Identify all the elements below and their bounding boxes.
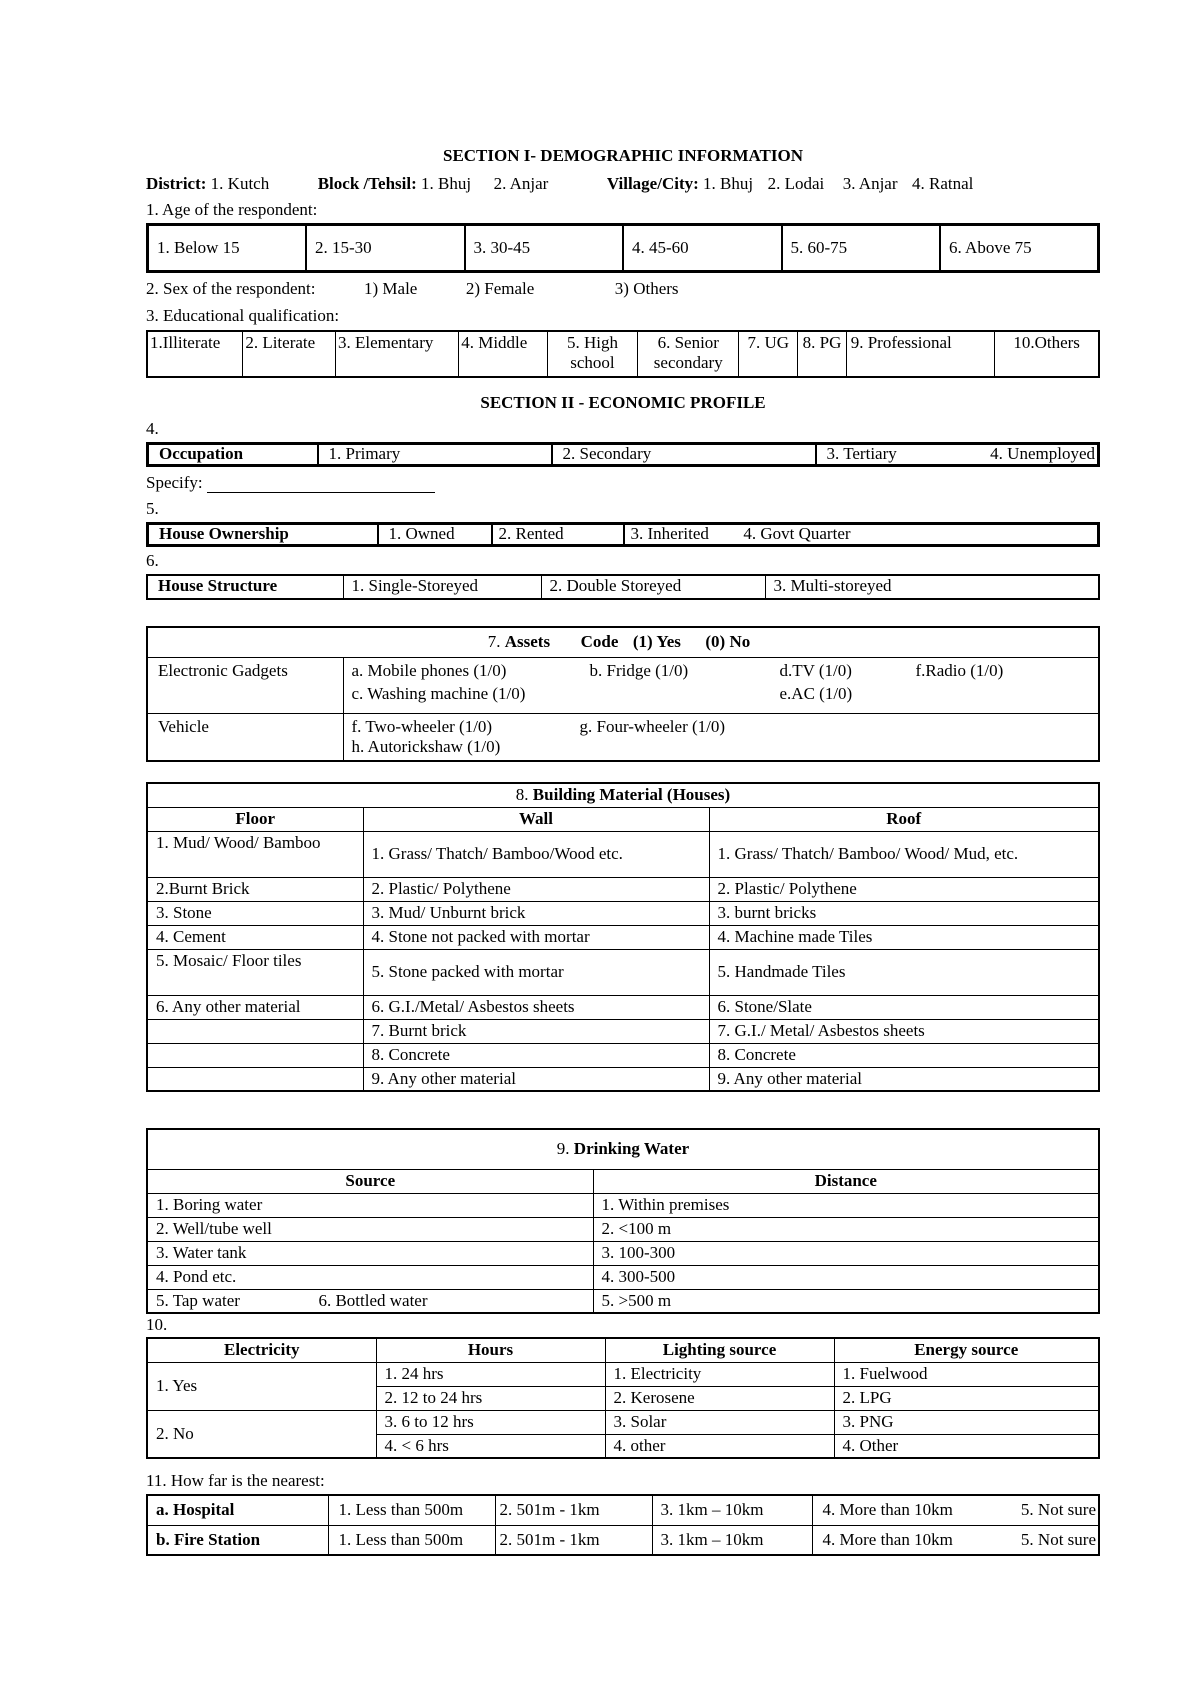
water-distance: 5. >500 m — [593, 1289, 1099, 1313]
distance-option[interactable]: 2. 501m - 1km — [495, 1495, 652, 1525]
age-option[interactable]: 3. 30-45 — [465, 225, 624, 272]
age-option[interactable]: 2. 15-30 — [306, 225, 465, 272]
ownership-option[interactable]: 3. Inherited — [630, 524, 709, 543]
material-cell — [147, 1043, 363, 1067]
asset-checkbox[interactable]: a. Mobile phones (1/0) — [351, 660, 507, 680]
village-option: 1. Bhuj — [703, 174, 754, 193]
q2-label: 2. Sex of the respondent: — [146, 279, 316, 298]
electronic-gadgets-label: Electronic Gadgets — [147, 657, 343, 713]
section1-title: SECTION I- DEMOGRAPHIC INFORMATION — [442, 146, 803, 165]
electricity-table — [146, 1337, 1100, 1459]
wall-header: Wall — [363, 807, 709, 831]
village-option: 2. Lodai — [767, 174, 825, 193]
sex-option[interactable]: 3) Others — [614, 279, 679, 298]
education-option[interactable]: 8. PG — [798, 331, 846, 377]
material-cell: 8. Concrete — [709, 1043, 1099, 1067]
lighting-option: 4. other — [605, 1434, 834, 1458]
water-source: 1. Boring water — [147, 1193, 593, 1217]
occupation-option[interactable]: 3. Tertiary — [826, 444, 897, 463]
occupation-table — [146, 442, 1100, 467]
house-ownership-table — [146, 522, 1100, 547]
facility-name: b. Fire Station — [147, 1525, 328, 1555]
distance-option[interactable]: 4. More than 10km — [822, 1529, 953, 1549]
hours-header: Hours — [376, 1338, 605, 1362]
water-distance: 4. 300-500 — [593, 1265, 1099, 1289]
education-option[interactable]: 3. Elementary — [336, 331, 459, 377]
water-distance: 3. 100-300 — [593, 1241, 1099, 1265]
q6-number: 6. — [146, 551, 159, 570]
assets-title: 7. Assets Code (1) Yes (0) No — [147, 627, 1099, 657]
electricity-option: 1. Yes — [147, 1362, 376, 1410]
material-cell: 2. Plastic/ Polythene — [709, 877, 1099, 901]
source-header: Source — [147, 1169, 593, 1193]
q3-label: 3. Educational qualification: — [146, 306, 340, 325]
education-option[interactable]: 7. UG — [739, 331, 798, 377]
water-distance: 2. <100 m — [593, 1217, 1099, 1241]
energy-option: 2. LPG — [834, 1386, 1099, 1410]
water-source: 2. Well/tube well — [147, 1217, 593, 1241]
hours-option: 2. 12 to 24 hrs — [376, 1386, 605, 1410]
building-material-title: 8. Building Material (Houses) — [147, 783, 1099, 807]
asset-checkbox[interactable]: f. Two-wheeler (1/0) — [351, 716, 493, 736]
village-option: 3. Anjar — [842, 174, 898, 193]
lighting-option: 1. Electricity — [605, 1362, 834, 1386]
district-value: 1. Kutch — [210, 174, 270, 193]
water-source: 3. Water tank — [147, 1241, 593, 1265]
assets-table — [146, 626, 1100, 762]
age-option[interactable]: 5. 60-75 — [782, 225, 941, 272]
structure-option[interactable]: 2. Double Storeyed — [541, 575, 765, 599]
material-cell: 4. Cement — [147, 925, 363, 949]
age-option[interactable]: 6. Above 75 — [940, 225, 1099, 272]
hours-option: 4. < 6 hrs — [376, 1434, 605, 1458]
material-cell: 7. G.I./ Metal/ Asbestos sheets — [709, 1019, 1099, 1043]
building-material-table — [146, 782, 1100, 1092]
material-cell — [147, 1067, 363, 1091]
asset-checkbox[interactable]: h. Autorickshaw (1/0) — [351, 736, 501, 756]
q5-number: 5. — [146, 499, 159, 518]
lighting-option: 2. Kerosene — [605, 1386, 834, 1410]
hours-option: 3. 6 to 12 hrs — [376, 1410, 605, 1434]
age-options-table — [146, 223, 1100, 273]
nearest-facility-table — [146, 1494, 1100, 1556]
electricity-header: Electricity — [147, 1338, 376, 1362]
education-option[interactable]: 10.Others — [995, 331, 1099, 377]
village-option: 4. Ratnal — [912, 174, 974, 193]
q1-label: 1. Age of the respondent: — [146, 200, 318, 219]
floor-header: Floor — [147, 807, 363, 831]
asset-checkbox[interactable]: b. Fridge (1/0) — [589, 660, 689, 680]
material-cell — [147, 1019, 363, 1043]
energy-option: 4. Other — [834, 1434, 1099, 1458]
hours-option: 1. 24 hrs — [376, 1362, 605, 1386]
location-line — [146, 174, 1100, 194]
material-cell: 5. Handmade Tiles — [709, 949, 1099, 995]
q11-label: 11. How far is the nearest: — [146, 1471, 325, 1490]
district-label: District: — [146, 174, 207, 193]
material-cell: 7. Burnt brick — [363, 1019, 709, 1043]
distance-option[interactable]: 5. Not sure — [1020, 1529, 1096, 1549]
distance-option[interactable]: 5. Not sure — [1020, 1500, 1096, 1520]
occupation-header: Occupation — [148, 444, 318, 466]
distance-option[interactable]: 3. 1km – 10km — [652, 1525, 812, 1555]
material-cell: 3. Stone — [147, 901, 363, 925]
education-option[interactable]: 5. High school — [547, 331, 638, 377]
water-distance: 1. Within premises — [593, 1193, 1099, 1217]
code-label: Code — [580, 632, 619, 652]
material-cell: 2.Burnt Brick — [147, 877, 363, 901]
structure-option[interactable]: 1. Single-Storeyed — [343, 575, 541, 599]
energy-option: 3. PNG — [834, 1410, 1099, 1434]
distance-option[interactable]: 2. 501m - 1km — [495, 1525, 652, 1555]
education-options-table — [146, 330, 1100, 378]
material-cell: 3. burnt bricks — [709, 901, 1099, 925]
material-cell: 6. G.I./Metal/ Asbestos sheets — [363, 995, 709, 1019]
material-cell: 1. Grass/ Thatch/ Bamboo/Wood etc. — [363, 831, 709, 877]
block-option: 1. Bhuj — [421, 174, 472, 193]
material-cell: 1. Grass/ Thatch/ Bamboo/ Wood/ Mud, etc. — [709, 831, 1099, 877]
water-source: 5. Tap water — [156, 1290, 240, 1310]
age-option[interactable]: 1. Below 15 — [148, 225, 307, 272]
electricity-option: 2. No — [147, 1410, 376, 1458]
block-label: Block /Tehsil: — [317, 174, 417, 193]
section2-title: SECTION II - ECONOMIC PROFILE — [480, 393, 766, 412]
energy-option: 1. Fuelwood — [834, 1362, 1099, 1386]
house-structure-table — [146, 574, 1100, 600]
drinking-water-title: 9. Drinking Water — [147, 1129, 1099, 1169]
material-cell: 3. Mud/ Unburnt brick — [363, 901, 709, 925]
distance-option[interactable]: 1. Less than 500m — [328, 1495, 495, 1525]
asset-checkbox[interactable]: d.TV (1/0) — [779, 660, 852, 680]
occupation-option[interactable]: 1. Primary — [318, 444, 552, 466]
distance-option[interactable]: 3. 1km – 10km — [652, 1495, 812, 1525]
asset-checkbox[interactable]: g. Four-wheeler (1/0) — [579, 716, 726, 736]
code-no: (0) No — [705, 632, 751, 652]
q2-line — [146, 279, 1100, 299]
ownership-option[interactable]: 1. Owned — [378, 524, 492, 546]
specify-input[interactable] — [207, 478, 435, 493]
distance-option[interactable]: 1. Less than 500m — [328, 1525, 495, 1555]
facility-name: a. Hospital — [147, 1495, 328, 1525]
asset-checkbox[interactable]: f.Radio (1/0) — [915, 660, 1004, 680]
education-option[interactable]: 4. Middle — [459, 331, 547, 377]
q4-number: 4. — [146, 419, 159, 438]
drinking-water-table — [146, 1128, 1100, 1314]
water-source: 4. Pond etc. — [147, 1265, 593, 1289]
q10-number: 10. — [146, 1315, 168, 1334]
village-label: Village/City: — [606, 174, 699, 193]
material-cell: 8. Concrete — [363, 1043, 709, 1067]
structure-option[interactable]: 3. Multi-storeyed — [765, 575, 1099, 599]
ownership-option[interactable]: 2. Rented — [492, 524, 624, 546]
vehicle-label: Vehicle — [147, 713, 343, 761]
material-cell: 5. Stone packed with mortar — [363, 949, 709, 995]
material-cell: 6. Stone/Slate — [709, 995, 1099, 1019]
material-cell: 4. Stone not packed with mortar — [363, 925, 709, 949]
house-structure-header: House Structure — [147, 575, 343, 599]
age-option[interactable]: 4. 45-60 — [623, 225, 782, 272]
water-source: 6. Bottled water — [318, 1290, 428, 1310]
ownership-option[interactable]: 4. Govt Quarter — [743, 524, 851, 543]
lighting-header: Lighting source — [605, 1338, 834, 1362]
distance-header: Distance — [593, 1169, 1099, 1193]
roof-header: Roof — [709, 807, 1099, 831]
material-cell: 1. Mud/ Wood/ Bamboo — [147, 831, 363, 877]
specify-label: Specify: — [146, 473, 203, 492]
material-cell: 2. Plastic/ Polythene — [363, 877, 709, 901]
sex-option[interactable]: 2) Female — [465, 279, 535, 298]
lighting-option: 3. Solar — [605, 1410, 834, 1434]
energy-header: Energy source — [834, 1338, 1099, 1362]
block-option: 2. Anjar — [493, 174, 549, 193]
material-cell: 9. Any other material — [363, 1067, 709, 1091]
occupation-option[interactable]: 4. Unemployed — [990, 444, 1095, 463]
education-option[interactable]: 6. Senior secondary — [638, 331, 739, 377]
material-cell: 6. Any other material — [147, 995, 363, 1019]
education-option[interactable]: 9. Professional — [846, 331, 994, 377]
material-cell: 5. Mosaic/ Floor tiles — [147, 949, 363, 995]
distance-option[interactable]: 4. More than 10km — [822, 1500, 953, 1520]
asset-checkbox[interactable]: c. Washing machine (1/0) — [351, 683, 526, 703]
code-yes: (1) Yes — [632, 632, 681, 652]
material-cell: 9. Any other material — [709, 1067, 1099, 1091]
sex-option[interactable]: 1) Male — [364, 279, 418, 298]
education-option[interactable]: 2. Literate — [243, 331, 336, 377]
asset-checkbox[interactable]: e.AC (1/0) — [779, 683, 853, 703]
material-cell: 4. Machine made Tiles — [709, 925, 1099, 949]
occupation-option[interactable]: 2. Secondary — [552, 444, 816, 466]
house-ownership-header: House Ownership — [148, 524, 378, 546]
education-option[interactable]: 1.Illiterate — [147, 331, 243, 377]
specify-line — [146, 473, 1100, 493]
